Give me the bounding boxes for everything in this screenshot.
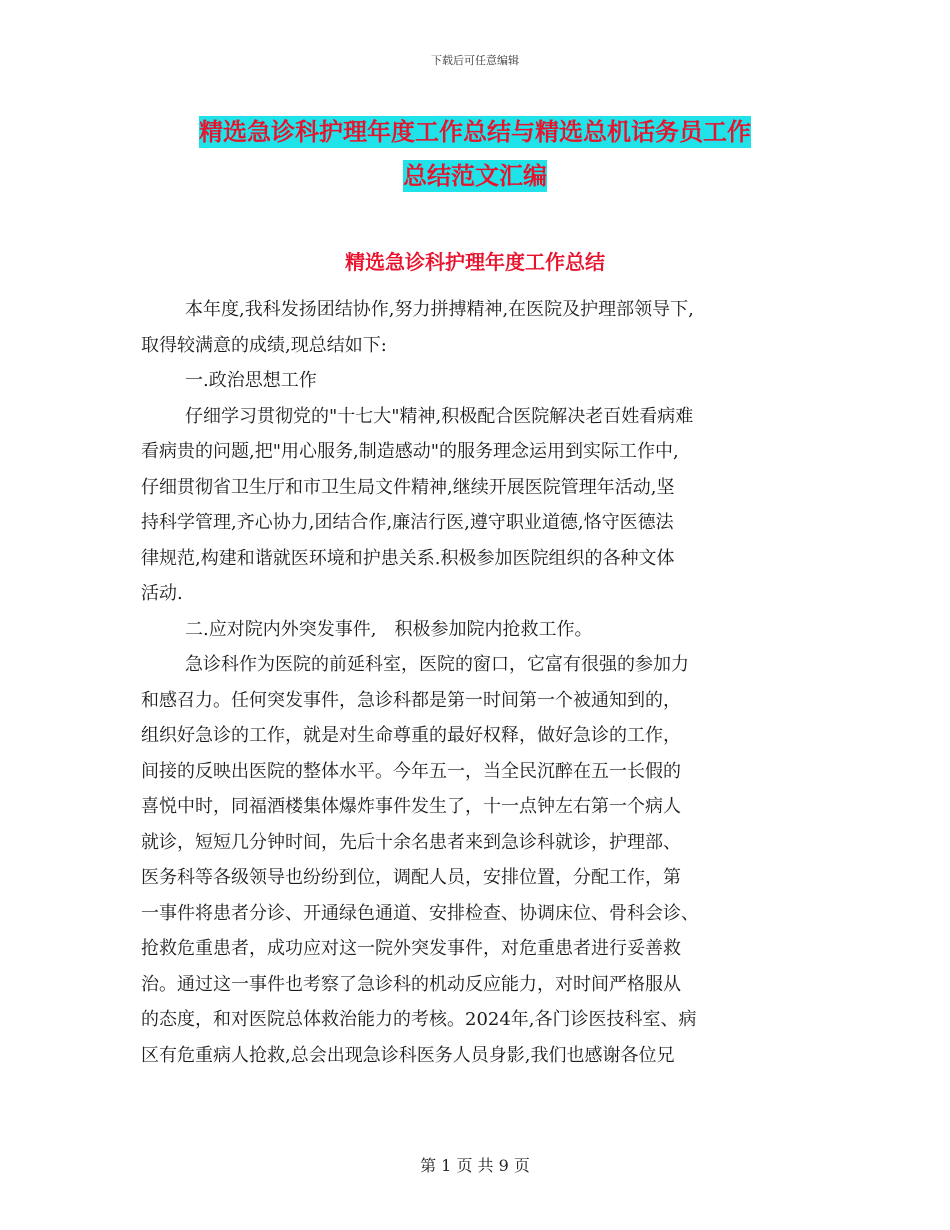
- body-line: 治。通过这一事件也考察了急诊科的机动反应能力，对时间严格服从: [141, 973, 681, 995]
- body-heading-1: 一.政治思想工作: [185, 370, 317, 391]
- body-line: 持科学管理,齐心协力,团结合作,廉洁行医,遵守职业道德,恪守医德法: [141, 512, 674, 533]
- body-line: 的态度，和对医院总体救治能力的考核。2024年,各门诊医技科室、病: [141, 1009, 697, 1030]
- body-line: 间接的反映出医院的整体水平。今年五一，当全民沉醉在五一长假的: [141, 760, 681, 782]
- body-line: 医务科等各级领导也纷纷到位，调配人员，安排位置，分配工作，第: [141, 867, 681, 888]
- document-title-line-1: 精选急诊科护理年度工作总结与精选总机话务员工作: [199, 118, 751, 146]
- body-line: 看病贵的问题,把"用心服务,制造感动"的服务理念运用到实际工作中,: [141, 441, 679, 462]
- page-header-note: 下载后可任意编辑: [431, 54, 519, 67]
- body-heading-2: 二.应对院内外突发事件, 积极参加院内抢救工作。: [185, 618, 593, 640]
- body-line: 区有危重病人抢救,总会出现急诊科医务人员身影,我们也感谢各位兄: [141, 1044, 675, 1066]
- body-line: 抢救危重患者，成功应对这一院外突发事件，对危重患者进行妥善救: [141, 938, 681, 959]
- body-line: 组织好急诊的工作，就是对生命尊重的最好权释，做好急诊的工作，: [141, 725, 681, 746]
- page-number: 第 1 页 共 9 页: [420, 1156, 530, 1175]
- body-line: 就诊，短短几分钟时间，先后十余名患者来到急诊科就诊，护理部、: [141, 831, 681, 853]
- body-text: [141, 292, 821, 1073]
- body-line: 和感召力。任何突发事件，急诊科都是第一时间第一个被通知到的，: [141, 689, 681, 711]
- body-line: 本年度,我科发扬团结协作,努力拼搏精神,在医院及护理部领导下,: [185, 299, 694, 320]
- document-title: [100, 110, 850, 198]
- body-line: 律规范,构建和谐就医环境和护患关系.积极参加医院组织的各种文体: [141, 547, 675, 569]
- body-line: 仔细学习贯彻党的"十七大"精神,积极配合医院解决老百姓看病难: [185, 405, 694, 427]
- body-line: 急诊科作为医院的前延科室，医院的窗口，它富有很强的参加力: [185, 654, 689, 675]
- body-line: 仔细贯彻省卫生厅和市卫生局文件精神,继续开展医院管理年活动,坚: [141, 476, 675, 498]
- body-line: 一事件将患者分诊、开通绿色通道、安排检查、协调床位、骨科会诊、: [141, 902, 699, 924]
- section-title: 精选急诊科护理年度工作总结: [345, 250, 605, 274]
- document-title-line-2: 总结范文汇编: [403, 162, 547, 190]
- body-line: 活动.: [141, 583, 183, 604]
- body-line: 喜悦中时，同福酒楼集体爆炸事件发生了，十一点钟左右第一个病人: [141, 796, 681, 817]
- body-line: 取得较满意的成绩,现总结如下:: [141, 334, 387, 356]
